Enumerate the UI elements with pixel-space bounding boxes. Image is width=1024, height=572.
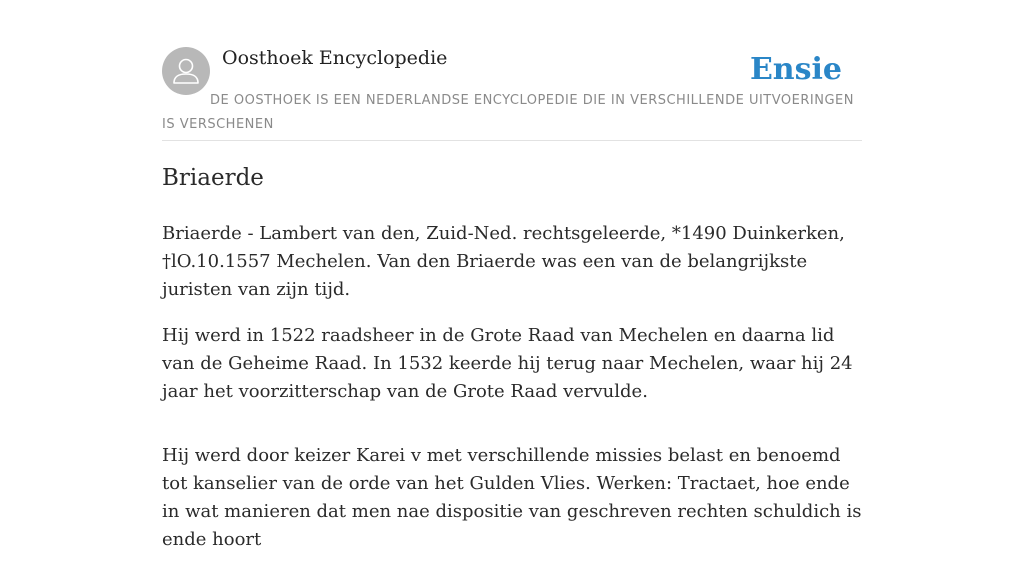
article-title: Briaerde [162, 165, 264, 191]
article-content [162, 158, 862, 572]
article-paragraph-3: Hij werd door keizer Karei v met verschillende missies belast en benoemd tot kanselier van de orde van het Gulden Vlies. Werken: Tractaet, hoe ende in wat manieren dat men nae dispositie van geschreven rechten schuldich is ende hoort [162, 445, 862, 550]
site-header [162, 46, 862, 141]
site-name-link[interactable]: Oosthoek Encyclopedie [222, 47, 448, 69]
site-tagline: DE OOSTHOEK IS EEN NEDERLANDSE ENCYCLOPEDIE DIE IN VERSCHILLENDE UITVOERINGEN IS VERSCHENEN [162, 93, 854, 132]
article-paragraph-1: Briaerde - Lambert van den, Zuid-Ned. rechtsgeleerde, *1490 Duinkerken, †lO.10.1557 Mechelen. Van den Briaerde was een van de belangrijkste juristen van zijn tijd. [162, 223, 845, 300]
user-avatar-icon[interactable] [162, 47, 210, 95]
user-icon [162, 47, 210, 95]
ensie-logo-link[interactable]: Ensie [749, 52, 842, 87]
paragraph-spacer [162, 424, 862, 442]
article-paragraph-2: Hij werd in 1522 raadsheer in de Grote Raad van Mechelen en daarna lid van de Geheime Raad. In 1532 keerde hij terug naar Mechelen, waar hij 24 jaar het voorzitterschap van de Grote Raad vervulde. [162, 325, 853, 402]
